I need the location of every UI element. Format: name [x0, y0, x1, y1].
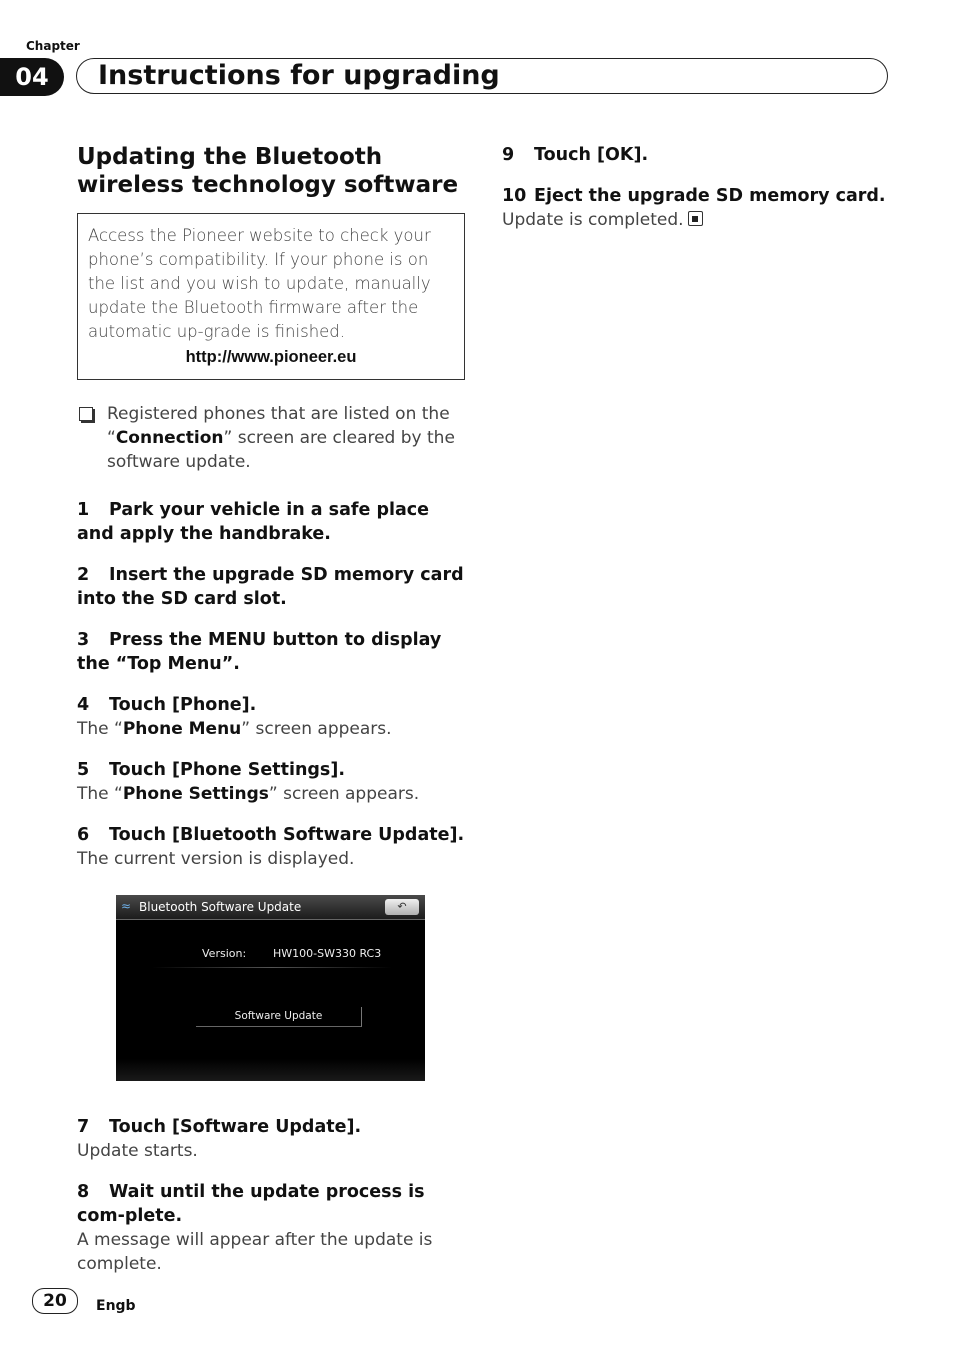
end-mark-icon: [688, 211, 703, 226]
step-9: 9 Touch [OK].: [502, 145, 649, 165]
step-8: 8 Wait until the update process is com-plete. A message will appear after the update is complete.: [77, 1182, 433, 1274]
language-code: Engb: [96, 1298, 136, 1314]
divider: [152, 967, 392, 968]
note: [77, 402, 465, 474]
step-1: 1 Park your vehicle in a safe place and apply the handbrake.: [77, 500, 430, 544]
screen-titlebar: [116, 895, 425, 920]
bluetooth-icon: ≈: [121, 899, 132, 913]
step-7: 7 Touch [Software Update]. Update starts.: [77, 1117, 362, 1161]
left-column: [77, 143, 465, 1276]
chapter-title: Instructions for upgrading: [98, 60, 500, 91]
chapter-label: Chapter: [26, 39, 80, 53]
software-update-button: Software Update: [196, 1007, 362, 1027]
screen-bottom-glow: [116, 1059, 425, 1081]
bluetooth-update-screenshot: [116, 895, 425, 1081]
notice-url: http://www.pioneer.eu: [185, 348, 357, 366]
notice-box: [77, 213, 465, 380]
section-title: Updating the Bluetooth wireless technology software: [77, 144, 459, 198]
step-6: 6 Touch [Bluetooth Software Update]. The current version is displayed.: [77, 825, 465, 869]
step-10: 10 Eject the upgrade SD memory card. Update is completed.: [502, 186, 886, 230]
step-4: 4 Touch [Phone]. The “Phone Menu” screen appears.: [77, 695, 392, 739]
step-5: 5 Touch [Phone Settings]. The “Phone Settings” screen appears.: [77, 760, 420, 804]
page-number: 20: [32, 1288, 78, 1314]
step-3: 3 Press the MENU button to display the “Top Menu”.: [77, 630, 442, 674]
screen-title: Bluetooth Software Update: [139, 900, 302, 914]
checkbox-note-icon: [79, 407, 93, 421]
notice-text: Access the Pioneer website to check your phone’s compatibility. If your phone is on the list and you wish to update, manually update the Bluetooth firmware after the automatic up-grade is finished.: [88, 226, 431, 341]
version-label: Version:: [202, 947, 247, 960]
version-value: HW100-SW330 RC3: [273, 947, 382, 960]
back-arrow-icon: ↶: [385, 899, 419, 915]
chapter-number: 04: [0, 58, 64, 96]
note-text: Registered phones that are listed on the “Connection” screen are cleared by the software update.: [107, 404, 455, 472]
right-column: [502, 143, 902, 232]
step-2: 2 Insert the upgrade SD memory card into the SD card slot.: [77, 565, 464, 609]
